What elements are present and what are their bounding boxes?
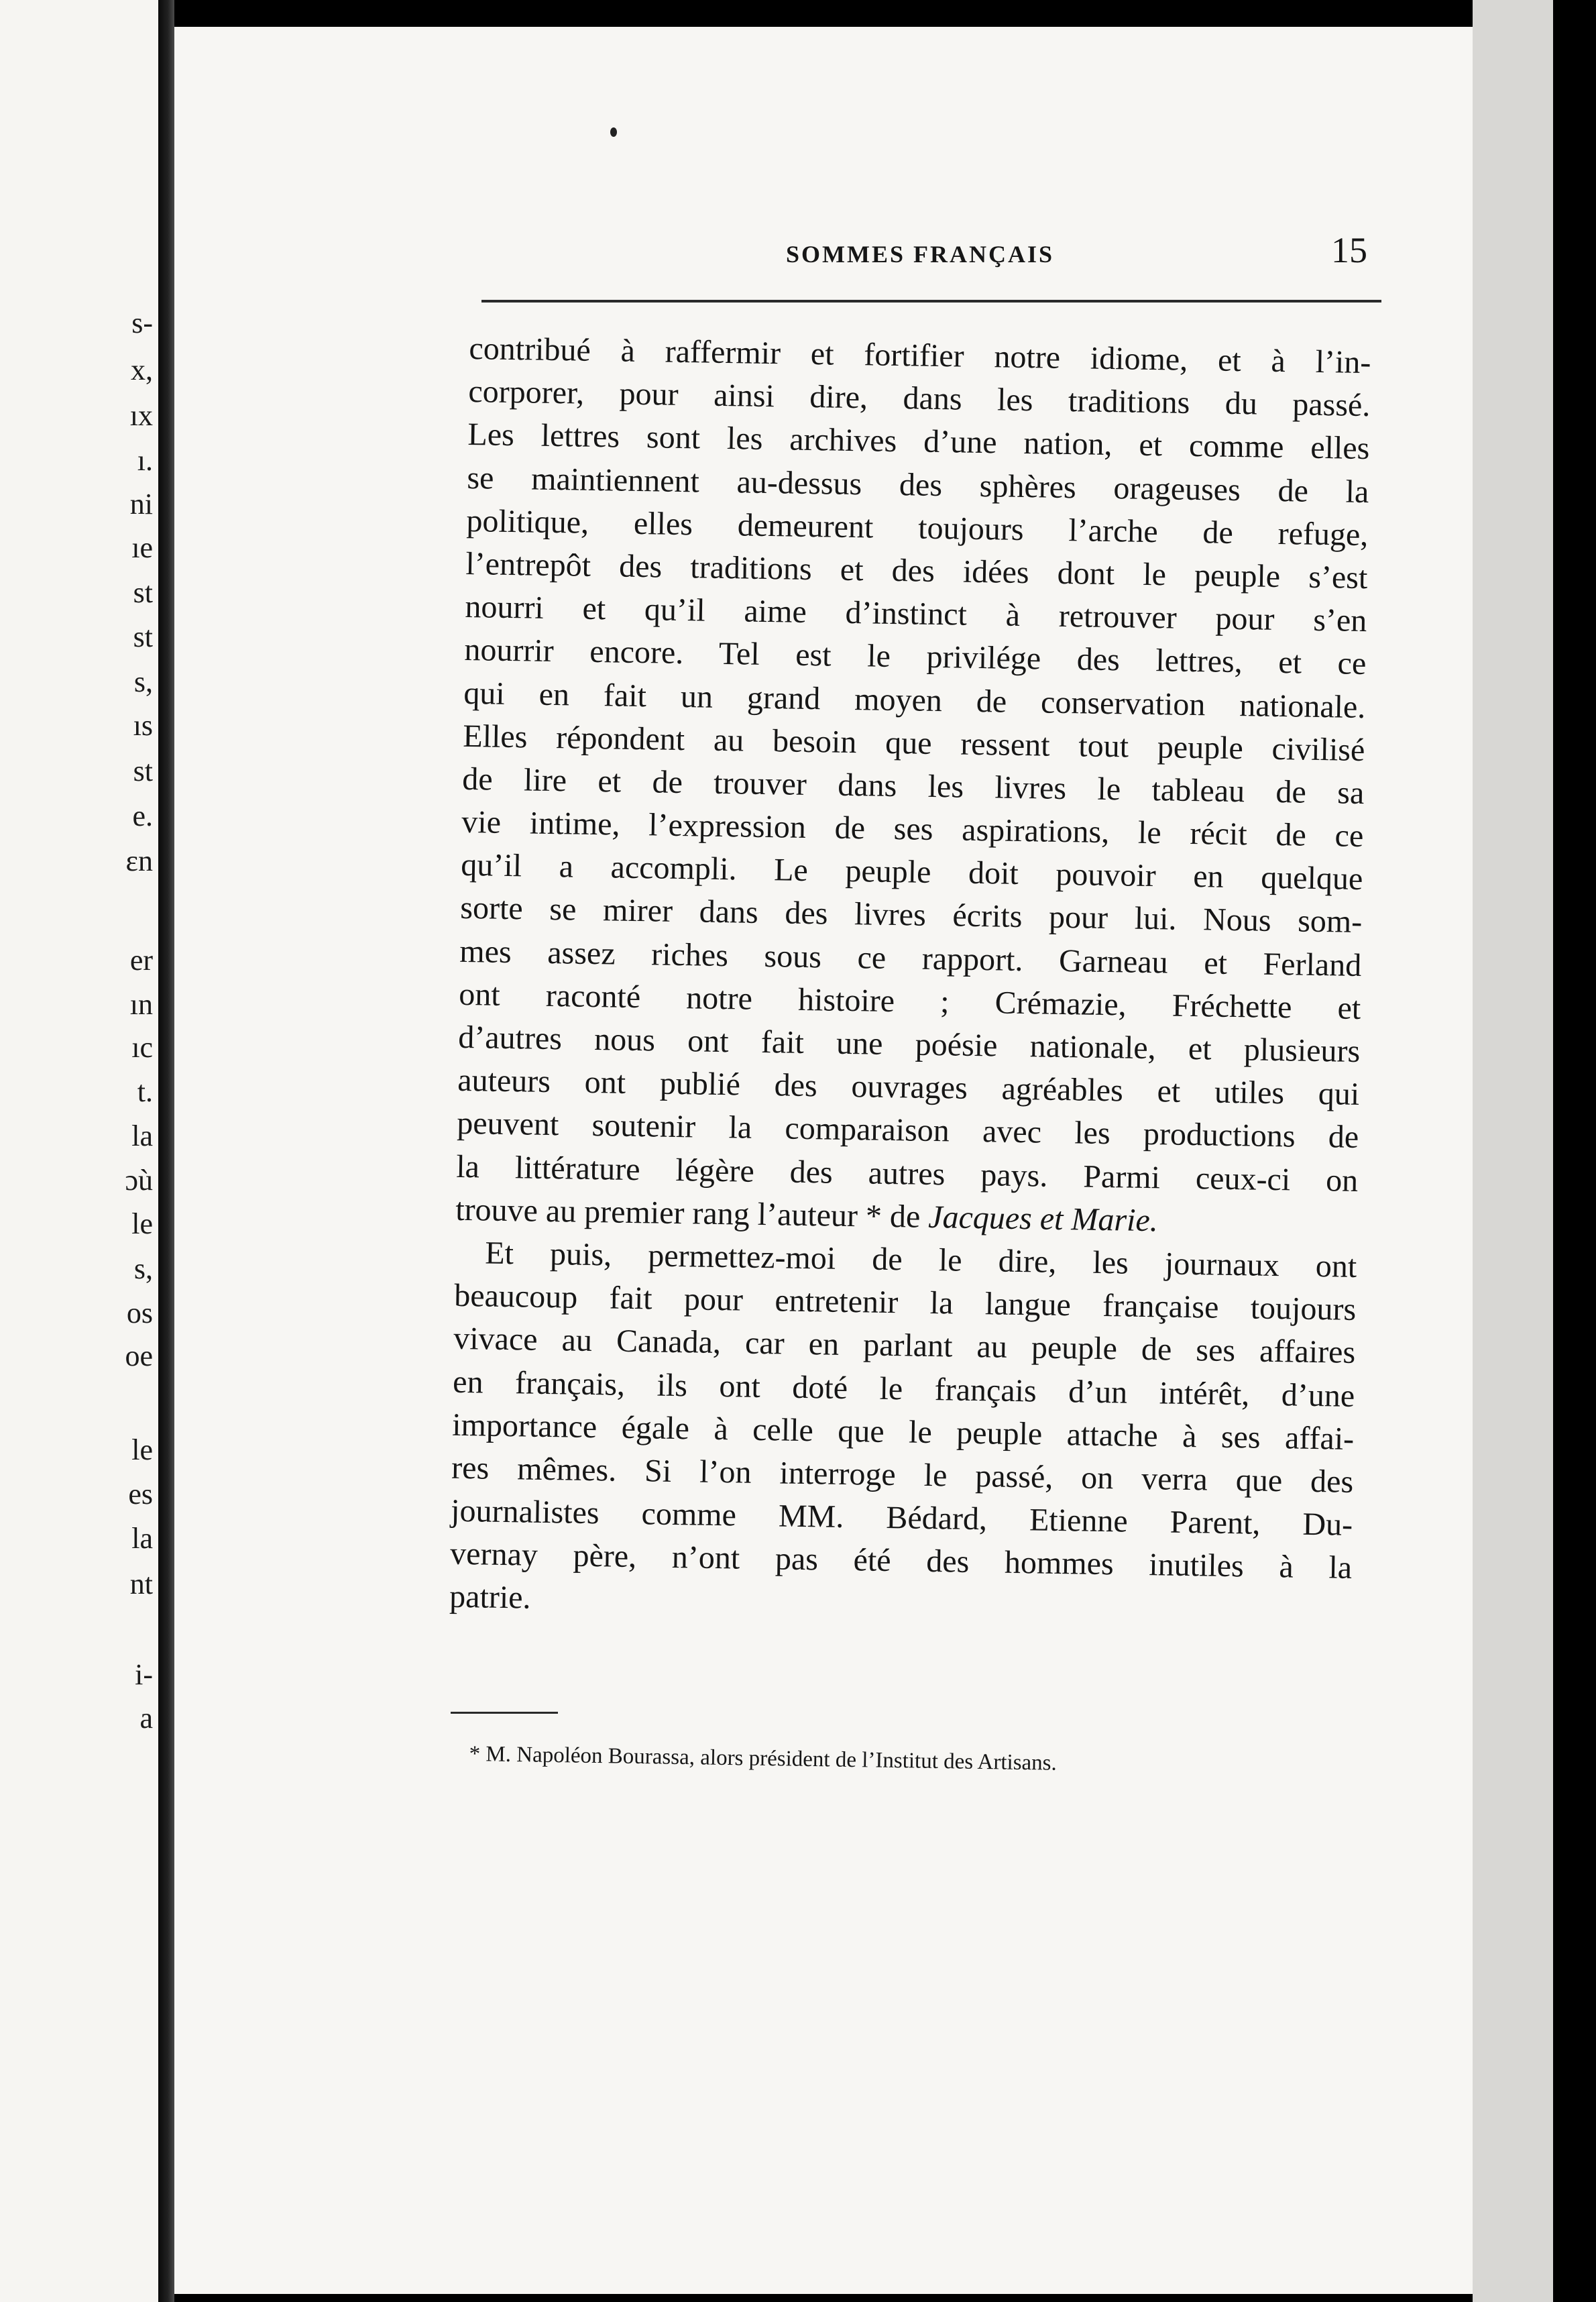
- left-page-fragment: er: [129, 944, 153, 977]
- left-page-fragment: ɔù: [125, 1164, 153, 1197]
- left-page-fragment: ɛn: [125, 844, 153, 877]
- footnote-rule: [451, 1712, 558, 1714]
- body-line: ont raconté notre histoire ; Crémazie, Fréchette et: [458, 976, 1361, 1026]
- body-line: peuvent soutenir la comparaison avec les productions de: [456, 1105, 1359, 1156]
- paragraph-2-line: vernay père, n’ont pas été des hommes inutiles à la: [449, 1536, 1353, 1586]
- body-line: nourrir encore. Tel est le privilége des lettres, et ce: [464, 632, 1367, 682]
- body-line: Elles répondent au besoin que ressent tout peuple civilisé: [463, 718, 1365, 768]
- left-page-fragment: ıx: [129, 399, 153, 432]
- paragraph-2-line: importance égale à celle que le peuple attache à ses affai-: [451, 1407, 1355, 1457]
- left-page-fragment: le: [131, 1207, 153, 1240]
- paragraph-2-line: Et puis, permettez-moi de le dire, les journaux ont: [484, 1235, 1357, 1284]
- body-line: qu’il a accompli. Le peuple doit pouvoir en quelque: [460, 847, 1363, 897]
- left-page-fragment: la: [131, 1119, 153, 1152]
- left-page-fragment: x,: [131, 353, 153, 386]
- book-title: Jacques et Marie.: [927, 1199, 1159, 1239]
- left-page-fragment: ın: [129, 988, 153, 1021]
- left-page-fragment: ıe: [131, 531, 153, 564]
- left-page-fragment: oe: [125, 1339, 153, 1372]
- body-line: contribué à raffermir et fortifier notre idiome, et à l’in-: [469, 330, 1371, 381]
- body-line: qui en fait un grand moyen de conservation nationale.: [463, 675, 1366, 725]
- body-line: corporer, pour ainsi dire, dans les traditions du passé.: [468, 374, 1371, 424]
- left-page-fragment: ıc: [131, 1031, 153, 1064]
- left-page-fragment: s,: [133, 665, 153, 698]
- left-page-fragment: ni: [129, 488, 153, 520]
- body-line: mes assez riches sous ce rapport. Garneau et Ferland: [459, 933, 1362, 983]
- left-page-fragment: e.: [132, 800, 153, 832]
- paragraph-2-line: res mêmes. Si l’on interroge le passé, on verra que des: [451, 1449, 1354, 1500]
- paragraph-2-line: patrie.: [449, 1579, 531, 1616]
- left-page-fragment: s-: [131, 307, 153, 339]
- left-page-fragment: es: [128, 1478, 153, 1511]
- left-page-fragment: la: [131, 1522, 153, 1555]
- body-line: de lire et de trouver dans les livres le tableau de sa: [462, 761, 1365, 811]
- footnote: * M. Napoléon Bourassa, alors président de l’Institut des Artisans.: [469, 1742, 1058, 1775]
- paragraph-2-line: journalistes comme MM. Bédard, Etienne Parent, Du-: [450, 1492, 1353, 1543]
- right-page-edge: [1473, 0, 1596, 2302]
- paragraph-2-line: en français, ils ont doté le français d’un intérêt, d’une: [452, 1364, 1355, 1414]
- left-page-fragment: st: [133, 576, 153, 609]
- paragraph-2-line: vivace au Canada, car en parlant au peuple de ses affaires: [453, 1321, 1356, 1371]
- body-line: d’autres nous ont fait une poésie nationale, et plusieurs: [457, 1019, 1361, 1069]
- left-page-edge: [0, 0, 158, 2302]
- body-line: Les lettres sont les archives d’une nation, et comme elles: [467, 417, 1370, 467]
- left-page-fragment: t.: [137, 1075, 153, 1108]
- gutter-shadow: [158, 0, 174, 2302]
- ink-dot: [610, 127, 617, 137]
- left-page-fragment: a: [139, 1702, 153, 1735]
- running-head: [610, 228, 1381, 282]
- line-prefix: trouve au premier rang l’auteur * de: [455, 1191, 921, 1235]
- left-page-fragment: ı.: [137, 444, 153, 477]
- body-line: vie intime, l’expression de ses aspirations, le récit de ce: [461, 804, 1364, 855]
- body-text: [449, 327, 1371, 1633]
- body-line: la littérature légère des autres pays. Parmi ceux-ci on: [455, 1148, 1359, 1199]
- left-page-fragment: le: [131, 1433, 153, 1466]
- page-number: 15: [1331, 230, 1367, 270]
- left-page-fragment: st: [133, 755, 153, 787]
- running-title: SOMMES FRANÇAIS: [786, 241, 1055, 268]
- paragraph-2-line: beaucoup fait pour entretenir la langue française toujours: [453, 1277, 1357, 1328]
- main-page: [174, 27, 1473, 2294]
- left-page-fragment: i-: [135, 1658, 153, 1691]
- body-line: auteurs ont publié des ouvrages agréables et utiles qui: [457, 1062, 1360, 1113]
- left-page-fragment: os: [126, 1297, 153, 1329]
- header-rule: [481, 300, 1381, 303]
- left-page-fragment: s,: [133, 1252, 153, 1285]
- body-line: politique, elles demeurent toujours l’arche de refuge,: [466, 502, 1369, 553]
- left-page-fragment: nt: [129, 1568, 153, 1600]
- left-page-fragment: ıs: [133, 709, 153, 742]
- body-line: se maintiennent au-dessus des sphères orageuses de la: [467, 459, 1369, 510]
- left-page-fragment: st: [133, 620, 153, 653]
- body-line: sorte se mirer dans des livres écrits pour lui. Nous som-: [459, 890, 1363, 940]
- body-line: nourri et qu’il aime d’instinct à retrouver pour s’en: [465, 589, 1367, 639]
- body-line: l’entrepôt des traditions et des idées dont le peuple s’est: [465, 545, 1368, 596]
